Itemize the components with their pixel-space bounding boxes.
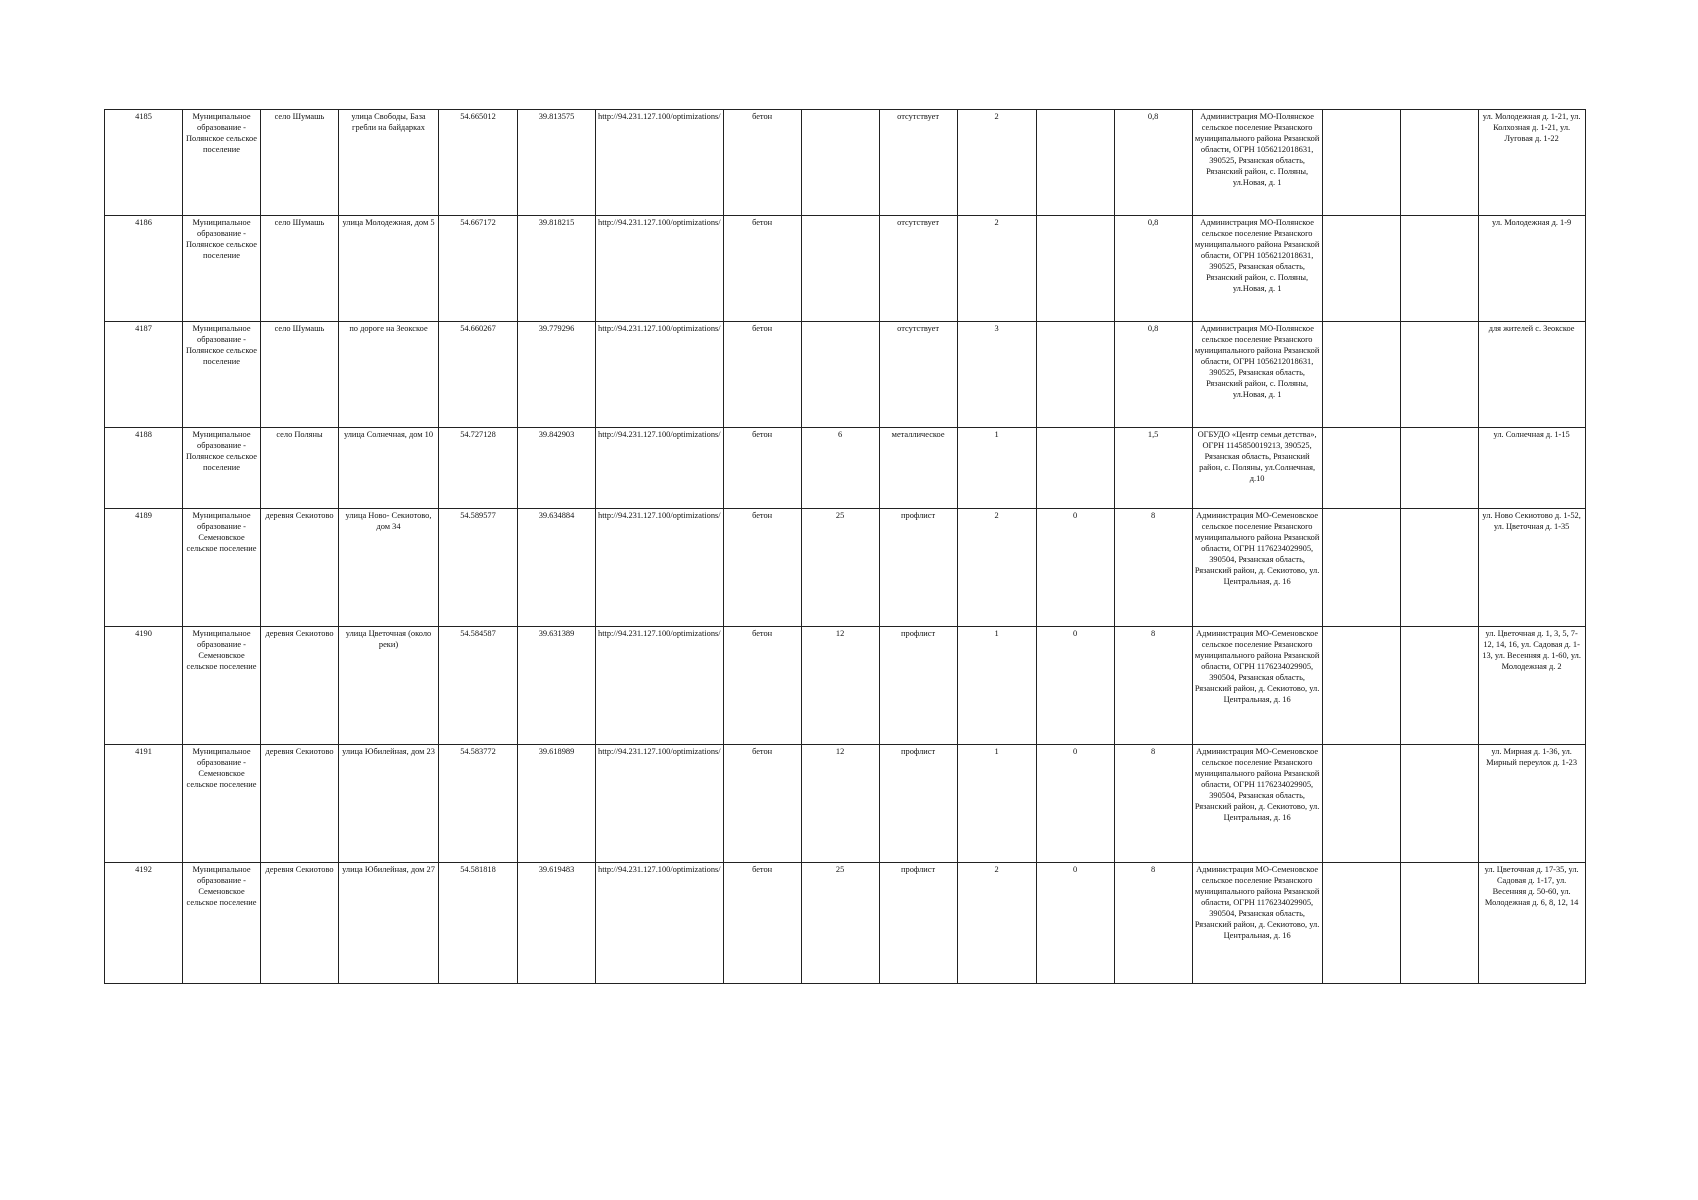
cell-longitude: 39.779296 xyxy=(518,322,596,428)
cell-fence: отсутствует xyxy=(879,322,957,428)
cell-containers: 2 xyxy=(957,509,1036,627)
table-row xyxy=(105,322,1586,428)
cell-latitude: 54.665012 xyxy=(439,110,518,216)
cell-map-link[interactable]: http://94.231.127.100/optimizations/ xyxy=(596,745,724,863)
cell-number: 4185 xyxy=(105,110,183,216)
cell-number: 4190 xyxy=(105,627,183,745)
cell-owner: Администрация МО-Семеновское сельское поселение Рязанского муниципального района Рязанской области, ОГРН 1176234029905, 390504, Рязанская область, Рязанский район, д. Секиотово, ул. Центральная, д. 16 xyxy=(1192,627,1322,745)
cell-municipality: Муниципальное образование - Полянское сельское поселение xyxy=(183,322,261,428)
cell-sources: ул. Молодежная д. 1-9 xyxy=(1478,216,1585,322)
cell-number: 4191 xyxy=(105,745,183,863)
table-row xyxy=(105,627,1586,745)
cell-surface: бетон xyxy=(723,216,801,322)
cell-extra-1 xyxy=(1322,110,1400,216)
cell-map-link[interactable]: http://94.231.127.100/optimizations/ xyxy=(596,110,724,216)
cell-area xyxy=(801,322,879,428)
cell-extra-1 xyxy=(1322,745,1400,863)
cell-extra-1 xyxy=(1322,627,1400,745)
cell-locality: деревня Секиотово xyxy=(261,627,339,745)
cell-extra-1 xyxy=(1322,428,1400,509)
cell-sources: ул. Солнечная д. 1-15 xyxy=(1478,428,1585,509)
cell-planned xyxy=(1036,110,1114,216)
cell-municipality: Муниципальное образование - Полянское сельское поселение xyxy=(183,428,261,509)
cell-volume: 8 xyxy=(1114,627,1192,745)
cell-surface: бетон xyxy=(723,322,801,428)
cell-planned xyxy=(1036,428,1114,509)
cell-map-link[interactable]: http://94.231.127.100/optimizations/ xyxy=(596,428,724,509)
cell-owner: Администрация МО-Семеновское сельское поселение Рязанского муниципального района Рязанской области, ОГРН 1176234029905, 390504, Рязанская область, Рязанский район, д. Секиотово, ул. Центральная, д. 16 xyxy=(1192,863,1322,984)
cell-map-link[interactable]: http://94.231.127.100/optimizations/ xyxy=(596,216,724,322)
cell-number: 4189 xyxy=(105,509,183,627)
cell-fence: профлист xyxy=(879,863,957,984)
cell-longitude: 39.619483 xyxy=(518,863,596,984)
cell-area xyxy=(801,110,879,216)
cell-owner: Администрация МО-Полянское сельское поселение Рязанского муниципального района Рязанской области, ОГРН 1056212018631, 390525, Рязанская область, Рязанский район, с. Поляны, ул.Новая, д. 1 xyxy=(1192,322,1322,428)
cell-containers: 2 xyxy=(957,216,1036,322)
cell-address: улица Свободы, База гребли на байдарках xyxy=(339,110,439,216)
cell-area: 12 xyxy=(801,745,879,863)
cell-extra-2 xyxy=(1400,216,1478,322)
cell-fence: металлическое xyxy=(879,428,957,509)
cell-latitude: 54.727128 xyxy=(439,428,518,509)
cell-fence: профлист xyxy=(879,509,957,627)
cell-address: улица Молодежная, дом 5 xyxy=(339,216,439,322)
table-row xyxy=(105,745,1586,863)
cell-volume: 1,5 xyxy=(1114,428,1192,509)
cell-longitude: 39.818215 xyxy=(518,216,596,322)
cell-containers: 1 xyxy=(957,627,1036,745)
cell-longitude: 39.618989 xyxy=(518,745,596,863)
cell-sources: ул. Молодежная д. 1-21, ул. Колхозная д. 1-21, ул. Луговая д. 1-22 xyxy=(1478,110,1585,216)
cell-area: 12 xyxy=(801,627,879,745)
cell-planned: 0 xyxy=(1036,509,1114,627)
cell-map-link[interactable]: http://94.231.127.100/optimizations/ xyxy=(596,509,724,627)
cell-planned: 0 xyxy=(1036,627,1114,745)
cell-containers: 1 xyxy=(957,745,1036,863)
cell-latitude: 54.581818 xyxy=(439,863,518,984)
cell-latitude: 54.667172 xyxy=(439,216,518,322)
cell-number: 4187 xyxy=(105,322,183,428)
cell-surface: бетон xyxy=(723,509,801,627)
cell-map-link[interactable]: http://94.231.127.100/optimizations/ xyxy=(596,863,724,984)
cell-area: 25 xyxy=(801,863,879,984)
cell-municipality: Муниципальное образование - Полянское сельское поселение xyxy=(183,216,261,322)
cell-containers: 2 xyxy=(957,110,1036,216)
cell-locality: село Шумашь xyxy=(261,110,339,216)
cell-fence: отсутствует xyxy=(879,216,957,322)
cell-locality: деревня Секиотово xyxy=(261,509,339,627)
cell-fence: профлист xyxy=(879,745,957,863)
cell-address: улица Юбилейная, дом 23 xyxy=(339,745,439,863)
table-row xyxy=(105,428,1586,509)
cell-owner: Администрация МО-Полянское сельское поселение Рязанского муниципального района Рязанской области, ОГРН 1056212018631, 390525, Рязанская область, Рязанский район, с. Поляны, ул.Новая, д. 1 xyxy=(1192,216,1322,322)
cell-extra-2 xyxy=(1400,428,1478,509)
cell-owner: Администрация МО-Семеновское сельское поселение Рязанского муниципального района Рязанской области, ОГРН 1176234029905, 390504, Рязанская область, Рязанский район, д. Секиотово, ул. Центральная, д. 16 xyxy=(1192,745,1322,863)
cell-locality: деревня Секиотово xyxy=(261,745,339,863)
cell-extra-1 xyxy=(1322,863,1400,984)
cell-longitude: 39.842903 xyxy=(518,428,596,509)
cell-planned xyxy=(1036,216,1114,322)
cell-number: 4186 xyxy=(105,216,183,322)
cell-containers: 3 xyxy=(957,322,1036,428)
cell-address: улица Юбилейная, дом 27 xyxy=(339,863,439,984)
cell-surface: бетон xyxy=(723,745,801,863)
cell-sources: для жителей с. Зеокское xyxy=(1478,322,1585,428)
cell-sources: ул. Ново Секиотово д. 1-52, ул. Цветочная д. 1-35 xyxy=(1478,509,1585,627)
cell-longitude: 39.631389 xyxy=(518,627,596,745)
cell-containers: 1 xyxy=(957,428,1036,509)
cell-address: улица Ново- Секиотово, дом 34 xyxy=(339,509,439,627)
cell-longitude: 39.813575 xyxy=(518,110,596,216)
cell-volume: 0,8 xyxy=(1114,110,1192,216)
cell-number: 4192 xyxy=(105,863,183,984)
cell-map-link[interactable]: http://94.231.127.100/optimizations/ xyxy=(596,322,724,428)
cell-sources: ул. Цветочная д. 17-35, ул. Садовая д. 1-17, ул. Весенняя д. 50-60, ул. Молодежная д. 6, 8, 12, 14 xyxy=(1478,863,1585,984)
cell-planned xyxy=(1036,322,1114,428)
table-row xyxy=(105,110,1586,216)
cell-address: улица Цветочная (около реки) xyxy=(339,627,439,745)
cell-latitude: 54.584587 xyxy=(439,627,518,745)
cell-area: 25 xyxy=(801,509,879,627)
cell-owner: Администрация МО-Полянское сельское поселение Рязанского муниципального района Рязанской области, ОГРН 1056212018631, 390525, Рязанская область, Рязанский район, с. Поляны, ул.Новая, д. 1 xyxy=(1192,110,1322,216)
cell-owner: ОГБУДО «Центр семьи детства», ОГРН 1145850019213, 390525, Рязанская область, Рязанский район, с. Поляны, ул.Солнечная, д.10 xyxy=(1192,428,1322,509)
cell-municipality: Муниципальное образование - Семеновское сельское поселение xyxy=(183,627,261,745)
cell-surface: бетон xyxy=(723,110,801,216)
cell-containers: 2 xyxy=(957,863,1036,984)
cell-extra-1 xyxy=(1322,322,1400,428)
cell-extra-2 xyxy=(1400,863,1478,984)
cell-locality: деревня Секиотово xyxy=(261,863,339,984)
table-row xyxy=(105,509,1586,627)
cell-extra-2 xyxy=(1400,110,1478,216)
cell-latitude: 54.660267 xyxy=(439,322,518,428)
cell-number: 4188 xyxy=(105,428,183,509)
cell-planned: 0 xyxy=(1036,745,1114,863)
cell-address: по дороге на Зеокское xyxy=(339,322,439,428)
cell-volume: 0,8 xyxy=(1114,322,1192,428)
cell-surface: бетон xyxy=(723,627,801,745)
cell-municipality: Муниципальное образование - Полянское сельское поселение xyxy=(183,110,261,216)
cell-locality: село Шумашь xyxy=(261,216,339,322)
cell-area: 6 xyxy=(801,428,879,509)
cell-extra-1 xyxy=(1322,216,1400,322)
cell-municipality: Муниципальное образование - Семеновское сельское поселение xyxy=(183,863,261,984)
cell-locality: село Шумашь xyxy=(261,322,339,428)
cell-sources: ул. Мирная д. 1-36, ул. Мирный переулок д. 1-23 xyxy=(1478,745,1585,863)
cell-longitude: 39.634884 xyxy=(518,509,596,627)
table-row xyxy=(105,216,1586,322)
cell-extra-2 xyxy=(1400,745,1478,863)
cell-owner: Администрация МО-Семеновское сельское поселение Рязанского муниципального района Рязанской области, ОГРН 1176234029905, 390504, Рязанская область, Рязанский район, д. Секиотово, ул. Центральная, д. 16 xyxy=(1192,509,1322,627)
cell-extra-2 xyxy=(1400,322,1478,428)
cell-municipality: Муниципальное образование - Семеновское сельское поселение xyxy=(183,745,261,863)
waste-sites-table xyxy=(104,109,1586,984)
cell-latitude: 54.583772 xyxy=(439,745,518,863)
cell-planned: 0 xyxy=(1036,863,1114,984)
cell-area xyxy=(801,216,879,322)
cell-volume: 0,8 xyxy=(1114,216,1192,322)
cell-fence: отсутствует xyxy=(879,110,957,216)
cell-latitude: 54.589577 xyxy=(439,509,518,627)
cell-extra-2 xyxy=(1400,509,1478,627)
table-row xyxy=(105,863,1586,984)
cell-volume: 8 xyxy=(1114,863,1192,984)
cell-surface: бетон xyxy=(723,428,801,509)
cell-volume: 8 xyxy=(1114,745,1192,863)
cell-volume: 8 xyxy=(1114,509,1192,627)
cell-municipality: Муниципальное образование - Семеновское сельское поселение xyxy=(183,509,261,627)
cell-locality: село Поляны xyxy=(261,428,339,509)
cell-map-link[interactable]: http://94.231.127.100/optimizations/ xyxy=(596,627,724,745)
cell-address: улица Солнечная, дом 10 xyxy=(339,428,439,509)
cell-surface: бетон xyxy=(723,863,801,984)
cell-extra-2 xyxy=(1400,627,1478,745)
cell-sources: ул. Цветочная д. 1, 3, 5, 7-12, 14, 16, ул. Садовая д. 1-13, ул. Весенняя д. 1-60, ул. Молодежная д. 2 xyxy=(1478,627,1585,745)
cell-fence: профлист xyxy=(879,627,957,745)
cell-extra-1 xyxy=(1322,509,1400,627)
